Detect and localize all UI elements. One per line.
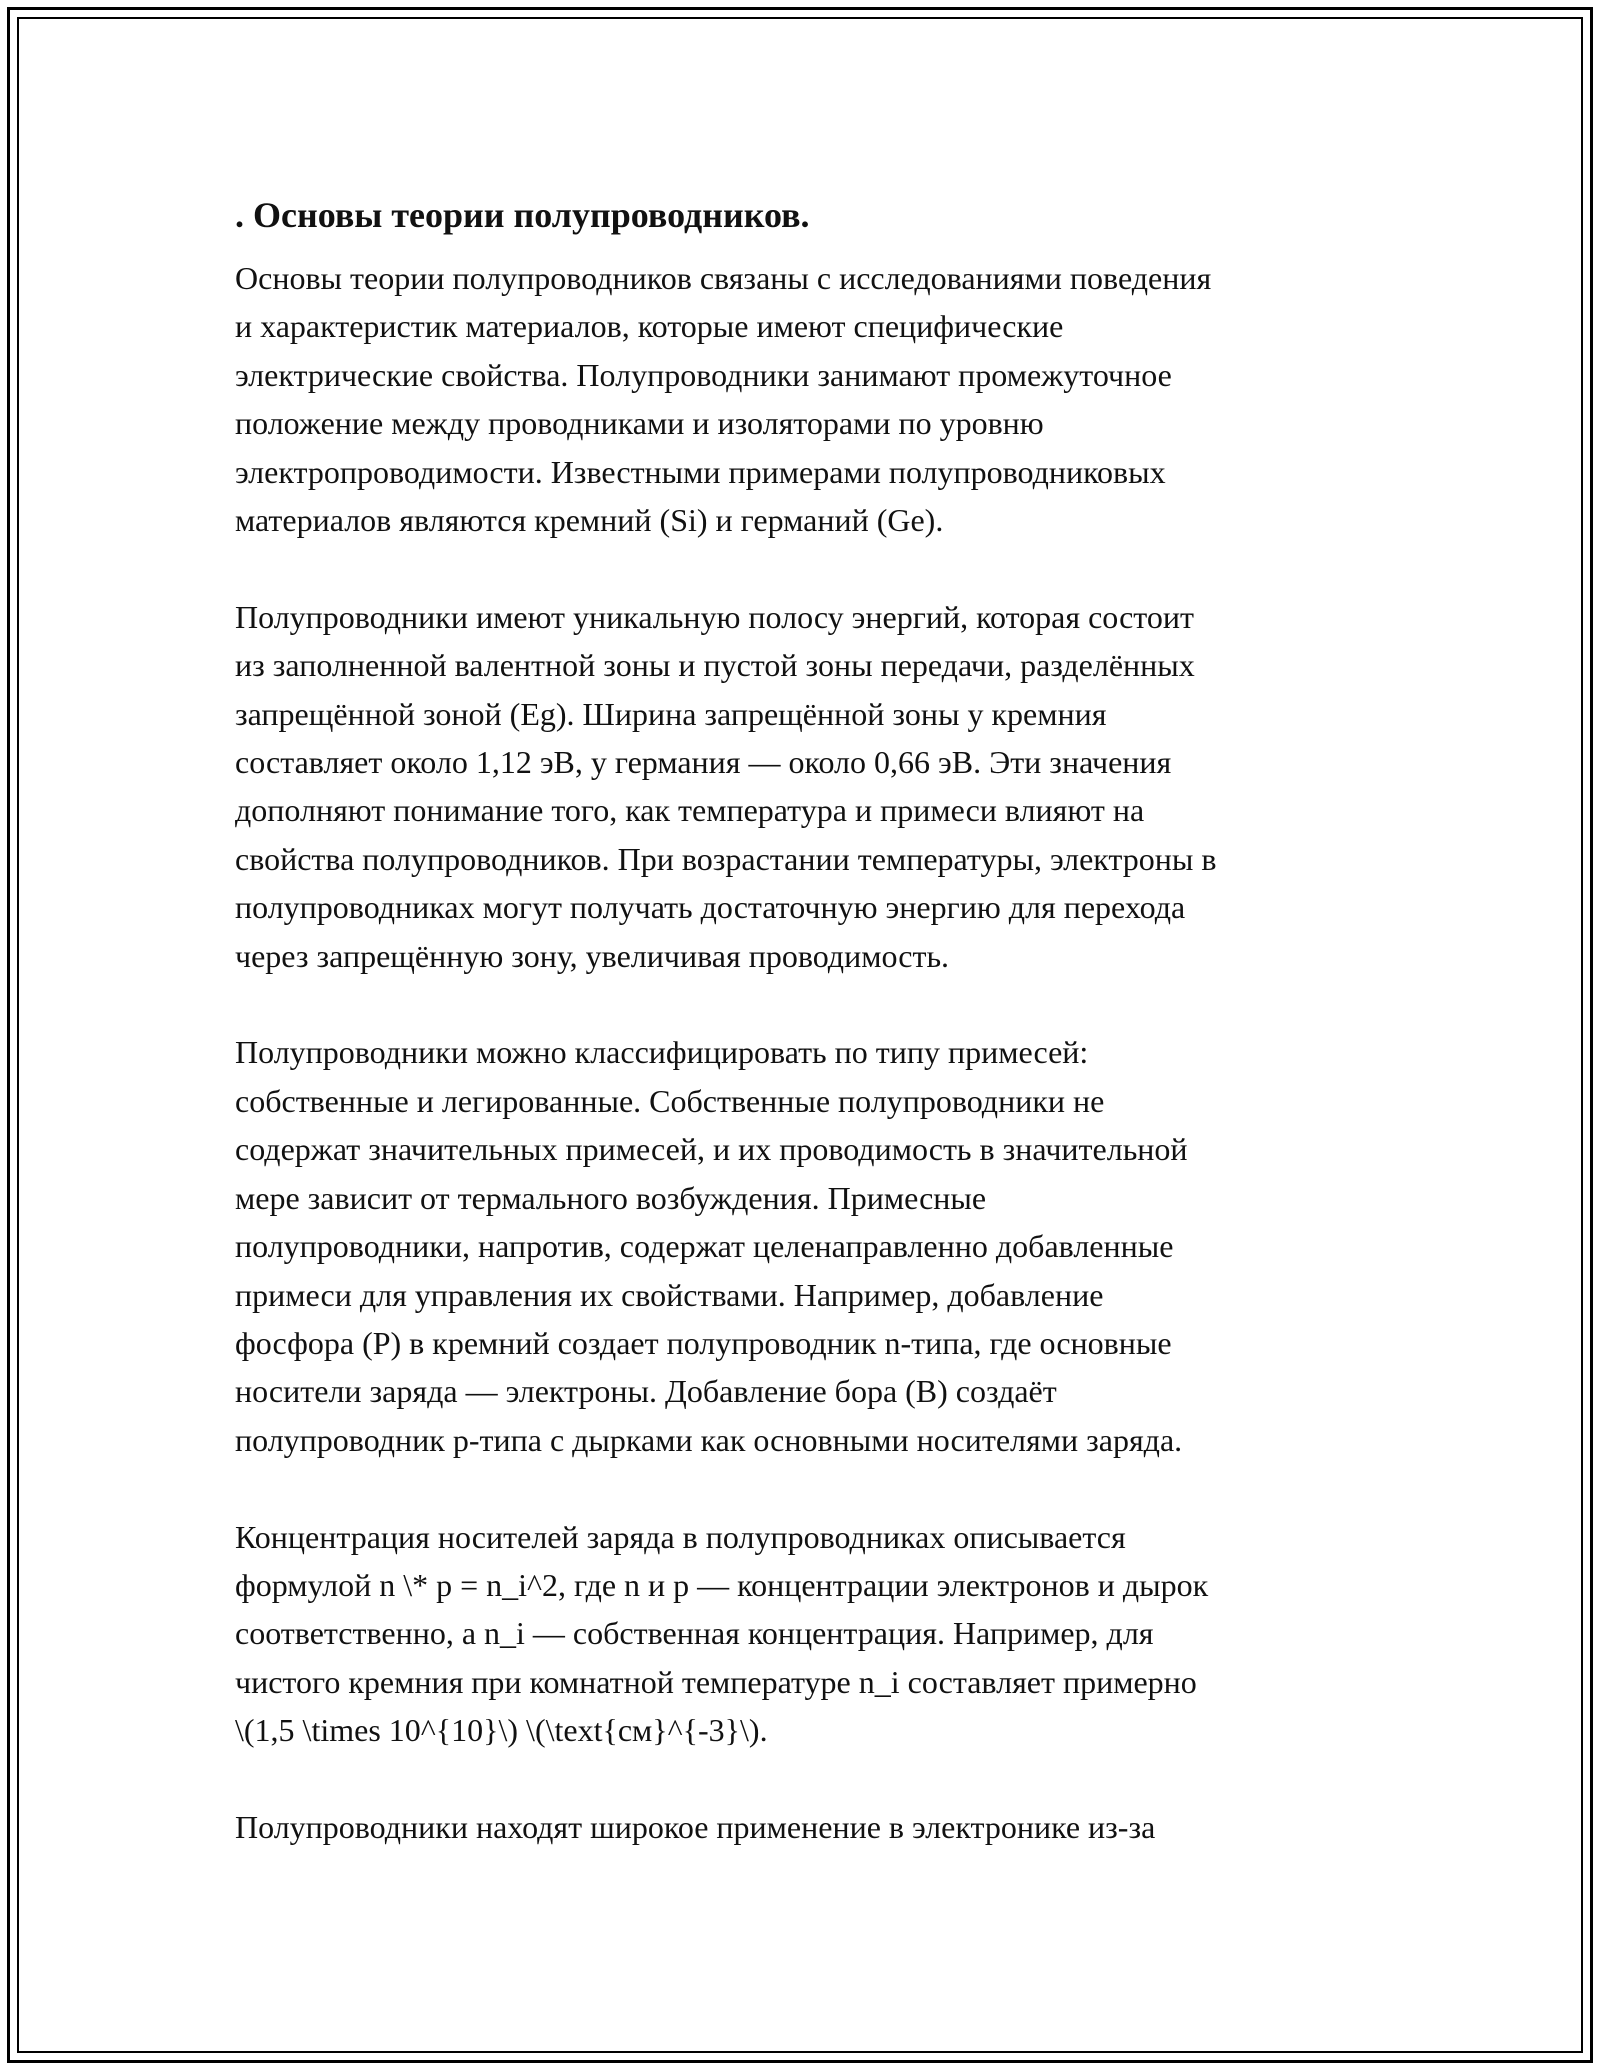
document-title: . Основы теории полупроводников. — [235, 195, 810, 235]
paragraph-applications: Полупроводники находят широкое применение в электронике из-за — [235, 1808, 1156, 1845]
paragraph-band-gap: Полупроводники имеют уникальную полосу энергий, которая состоит из заполненной валентной зоны и пустой зоны передачи, разделённых запрещённой зоной (Eg). Ширина запрещённой зоны у кремния составляет около 1,12 эВ, у германия — около 0,66 эВ. Эти значения дополняют понимание того, как температура и примеси влияют на свойства полупроводников. При возрастании температуры, электроны в полупроводниках могут получать достаточную энергию для перехода через запрещённую зону, увеличивая проводимость. — [235, 598, 1217, 974]
paragraph-doping: Полупроводники можно классифицировать по типу примесей: собственные и легированные. Собственные полупроводники не содержат значительных примесей, и их проводимость в значительной мере зависит от термального возбуждения. Примесные полупроводники, напротив, содержат целенаправленно добавленные примеси для управления их свойствами. Например, добавление фосфора (P) в кремний создает полупроводник n-типа, где основные носители заряда — электроны. Добавление бора (B) создаёт полупроводник p-типа с дырками как основными носителями заряда. — [235, 1034, 1188, 1458]
paragraph-carrier-concentration: Концентрация носителей заряда в полупроводниках описывается формулой n \* p = n_i^2, где n и p — концентрации электронов и дырок соответственно, а n_i — собственная концентрация. Например, для чистого кремния при комнатной температуре n_i составляет примерно \(1,5 \times 10^{10}\) \(\text{см}^{-3}\). — [235, 1518, 1209, 1749]
document-body — [235, 186, 1375, 1900]
paragraph-intro: Основы теории полупроводников связаны с исследованиями поведения и характеристик материалов, которые имеют специфические электрические свойства. Полупроводники занимают промежуточное положение между проводниками и изоляторами по уровню электропроводимости. Известными примерами полупроводниковых материалов являются кремний (Si) и германий (Ge). — [235, 260, 1212, 539]
